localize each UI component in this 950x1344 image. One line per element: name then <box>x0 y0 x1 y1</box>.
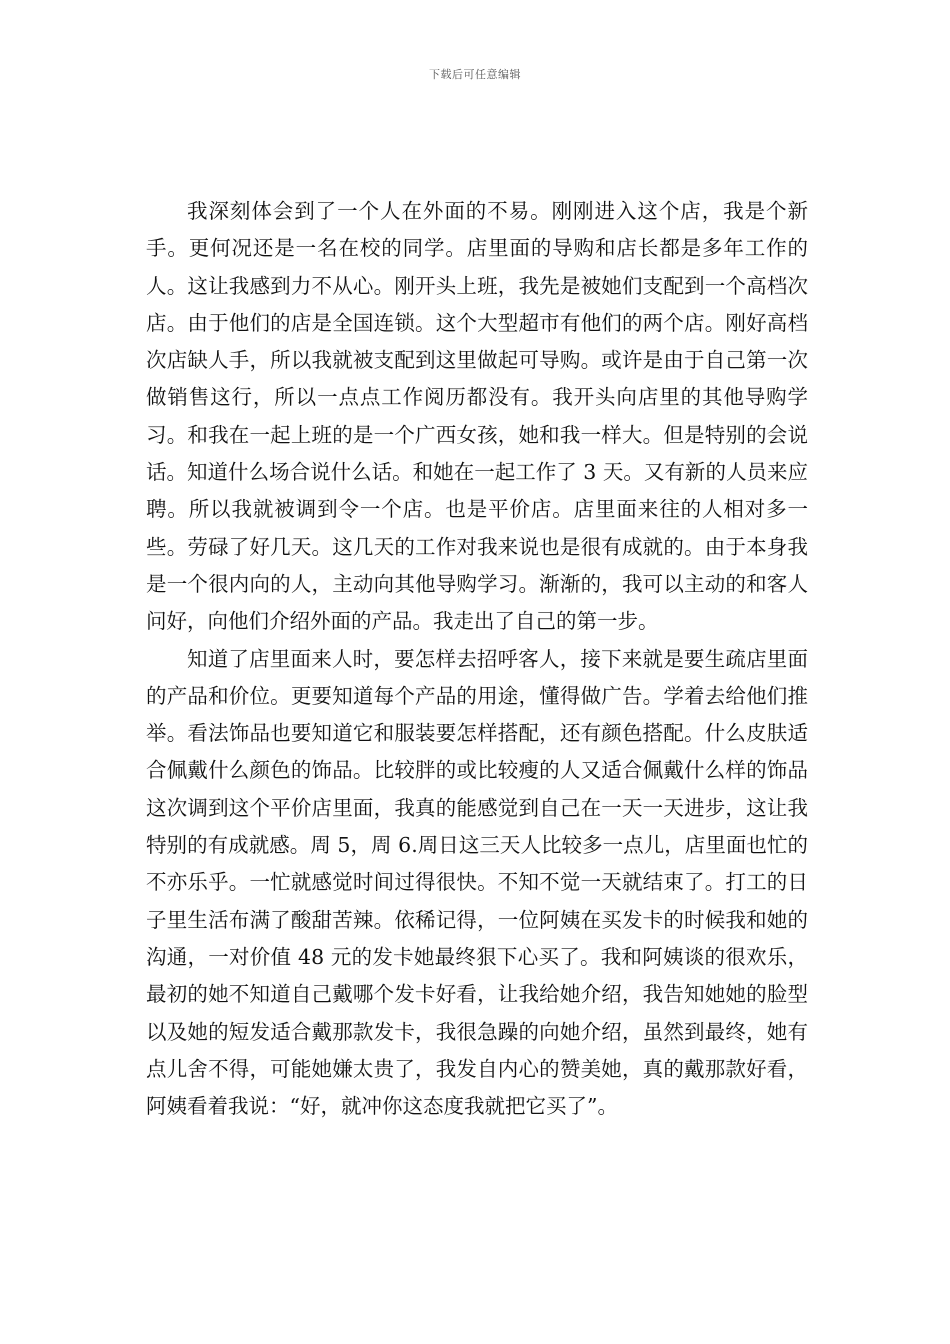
header-note: 下载后可任意编辑 <box>429 68 521 81</box>
paragraph-2: 知道了店里面来人时，要怎样去招呼客人，接下来就是要生疏店里面的产品和价位。更要知道每个产品的用途，懂得做广告。学着去给他们推举。看法饰品也要知道它和服装要怎样搭配，还有颜色搭配。什么皮肤适合佩戴什么颜色的饰品。比较胖的或比较瘦的人又适合佩戴什么样的饰品这次调到这个平价店里面，我真的能感觉到自己在一天一天进步，这让我特别的有成就感。周 5，周 6.周日这三天人比较多一点儿，店里面也忙的不亦乐乎。一忙就感觉时间过得很快。不知不觉一天就结束了。打工的日子里生活布满了酸甜苦辣。依稀记得，一位阿姨在买发卡的时候我和她的沟通，一对价值 48 元的发卡她最终狠下心买了。我和阿姨谈的很欢乐，最初的她不知道自己戴哪个发卡好看，让我给她介绍，我告知她她的脸型以及她的短发适合戴那款发卡，我很急躁的向她介绍，虽然到最终，她有点儿舍不得，可能她嫌太贵了，我发自内心的赞美她，真的戴那款好看，阿姨看着我说：“好，就冲你这态度我就把它买了”。 <box>146 646 808 1119</box>
paragraph-1: 我深刻体会到了一个人在外面的不易。刚刚进入这个店，我是个新手。更何况还是一名在校的同学。店里面的导购和店长都是多年工作的人。这让我感到力不从心。刚开头上班，我先是被她们支配到一个高档次店。由于他们的店是全国连锁。这个大型超市有他们的两个店。刚好高档次店缺人手，所以我就被支配到这里做起可导购。或许是由于自己第一次做销售这行，所以一点点工作阅历都没有。我开头向店里的其他导购学习。和我在一起上班的是一个广西女孩，她和我一样大。但是特别的会说话。知道什么场合说什么话。和她在一起工作了 3 天。又有新的人员来应聘。所以我就被调到令一个店。也是平价店。店里面来往的人相对多一些。劳碌了好几天。这几天的工作对我来说也是很有成就的。由于本身我是一个很内向的人，主动向其他导购学习。渐渐的，我可以主动的和客人问好，向他们介绍外面的产品。我走出了自己的第一步。 <box>146 199 808 634</box>
document-body <box>146 193 808 1125</box>
